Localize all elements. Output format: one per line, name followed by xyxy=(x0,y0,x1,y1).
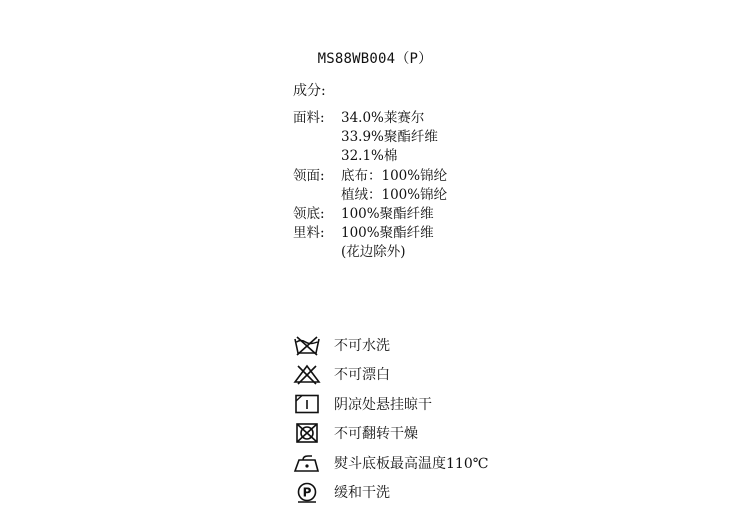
do-not-tumble-dry-icon xyxy=(292,422,322,444)
do-not-bleach-icon xyxy=(292,363,322,385)
care-row-do-not-wash xyxy=(292,330,488,360)
composition-value: 100%聚酯纤维 xyxy=(341,224,434,243)
composition-row xyxy=(293,186,447,205)
care-text: 缓和干洗 xyxy=(334,482,390,502)
composition-row xyxy=(293,224,447,243)
care-text: 阴凉处悬挂晾干 xyxy=(334,394,432,414)
composition-value: 34.0%莱赛尔 xyxy=(341,109,424,128)
composition-value: 100%聚酯纤维 xyxy=(341,205,434,224)
line-dry-in-shade-icon xyxy=(292,393,322,415)
product-code-title: MS88WB004（P） xyxy=(0,48,750,68)
care-text: 不可水洗 xyxy=(334,335,390,355)
svg-text:P: P xyxy=(303,486,312,500)
composition-list xyxy=(293,109,447,263)
composition-row xyxy=(293,167,447,186)
care-row-line-dry-shade xyxy=(292,389,488,419)
care-text: 不可翻转干燥 xyxy=(334,423,418,443)
composition-label: 领底: xyxy=(293,205,341,224)
composition-label xyxy=(293,147,341,166)
care-row-iron xyxy=(292,448,488,478)
care-text: 熨斗底板最高温度110℃ xyxy=(334,453,488,473)
care-text: 不可漂白 xyxy=(334,364,390,384)
care-instructions xyxy=(292,330,488,507)
composition-value: 植绒：100%锦纶 xyxy=(341,186,447,205)
composition-heading: 成分: xyxy=(293,80,326,100)
composition-row xyxy=(293,243,447,262)
care-row-dry-clean xyxy=(292,478,488,507)
composition-value: 底布：100%锦纶 xyxy=(341,167,447,186)
composition-value: 32.1%棉 xyxy=(341,147,397,166)
composition-label: 里料: xyxy=(293,224,341,243)
iron-max-110-icon xyxy=(292,452,322,474)
composition-row xyxy=(293,109,447,128)
composition-label xyxy=(293,243,341,262)
care-row-do-not-bleach xyxy=(292,360,488,390)
composition-label: 面料: xyxy=(293,109,341,128)
composition-label: 领面: xyxy=(293,167,341,186)
composition-row xyxy=(293,147,447,166)
composition-value: 33.9%聚酯纤维 xyxy=(341,128,438,147)
composition-label xyxy=(293,128,341,147)
composition-value: (花边除外) xyxy=(341,243,406,262)
composition-row xyxy=(293,128,447,147)
do-not-wash-icon xyxy=(292,334,322,356)
composition-row xyxy=(293,205,447,224)
composition-label xyxy=(293,186,341,205)
care-row-do-not-tumble-dry xyxy=(292,419,488,449)
